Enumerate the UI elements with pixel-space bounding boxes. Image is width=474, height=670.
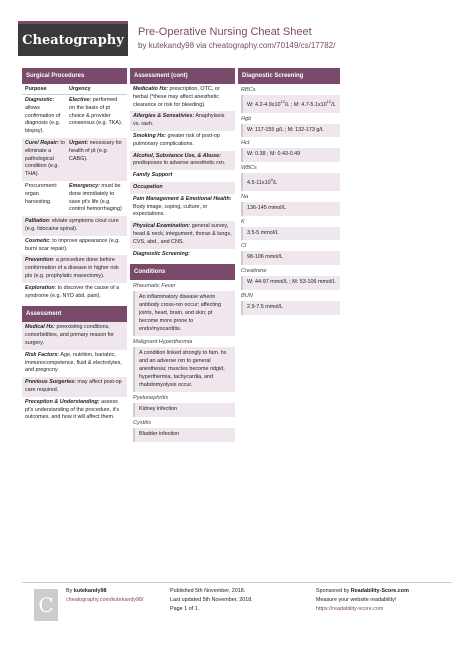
lab-value: 3.5-5 mmol/L — [241, 227, 340, 241]
list-item: Allergies & Sensativies: Anaphylaxis vs. rash. — [130, 111, 235, 131]
condition-label: Cystitis — [133, 420, 152, 427]
author-link[interactable]: kutekandy98 — [148, 41, 195, 50]
surgical-procedures-section — [22, 68, 127, 302]
list-item: Palliation: elviate symptoms c/out cure (e.g. lidocaine spinal). — [22, 216, 127, 236]
section-heading: Diagnostic Screening — [238, 68, 340, 84]
list-item: Physical Examination: general survey, head & neck, integument, thorax & lungs, CVS, abd., and CNS. — [130, 221, 235, 248]
published-date: Published 5th November, 2018. — [170, 588, 246, 594]
condition-label: Rheumatic Fever — [133, 283, 176, 290]
condition-desc: Bladder infection — [133, 428, 235, 442]
list-item: Alcohol, Substance Use, & Abuse: predisposes to adverse anesthetic rxn. — [130, 151, 235, 171]
table-row: Procurement: organ harvesting. Emergency: must be done immdiately to save pt's life (e.g. control hemorrhaging) — [25, 182, 122, 213]
assessment-section — [22, 306, 127, 424]
sponsor-link[interactable]: https://readability-score.com — [316, 606, 384, 612]
cheatography-logo[interactable]: Cheatography — [18, 24, 128, 56]
table-row: Diagnostic: allows confirmation of diagnosis (e.g. biopsy). Elective: performed on the basis of pt choice & provider consensus (e.g. TKA). — [25, 97, 123, 135]
lab-value: W: 44-97 mmol/L ; M: 53-106 mmol/L — [241, 276, 340, 290]
condition-label: Pyelonephritis — [133, 395, 169, 402]
diagnostic-screening-section — [238, 68, 340, 315]
lab-label: Na — [241, 193, 249, 200]
lab-value: W: 0.38 ; M: 0.43-0.49 — [241, 148, 340, 162]
column-2 — [130, 68, 235, 446]
section-heading: Assessment (cont) — [130, 68, 235, 84]
list-item: Risk Factors: Age, nutrition, bariatric, immunocompetence, fluid & electrolytes, and pregncny — [25, 351, 122, 374]
list-item: Medical Hx: preexisting conditions, comorbidities, and primary reason for surgery. — [22, 322, 127, 349]
lab-label: WBCs — [241, 165, 257, 172]
lab-label: Cl — [241, 243, 247, 250]
column-3 — [238, 68, 340, 319]
footer — [22, 582, 452, 622]
list-item: Medicatio Hx: prescription, OTC, or herbal (*these may affect anesthetic clearance or risk for bleeding). — [133, 86, 220, 108]
section-heading: Conditions — [130, 264, 235, 280]
column-1 — [22, 68, 127, 428]
list-item: Family Support — [133, 172, 173, 179]
section-heading: Surgical Procedures — [22, 68, 127, 84]
list-item: Preception & Understanding: assess pt's understanding of the procedure, it's outcomes, and how it will affect them. — [25, 398, 120, 421]
lab-label: Hgb — [241, 115, 252, 122]
condition-desc: An inflammatory disease wherin antibody cross-rxn occur; affecting joints, heart, brain, and skin; pt become more prone to endo/myocarditis. — [133, 291, 235, 336]
sheet-url-link[interactable]: cheatography.com/70149/cs/17782/ — [208, 41, 336, 50]
footer-author: By kutekandy98 cheatography.com/kutekandy98/ — [66, 588, 144, 603]
conditions-section — [130, 264, 235, 442]
list-item: Pain Management & Emotional Health: Body image, coping, culture, or expectations. — [133, 195, 232, 218]
lab-value: 2.9-7.5 mmol/L — [241, 301, 340, 315]
header — [0, 0, 474, 66]
list-item: Prevention: a procedure done before conformation of a disease in higher risk pts (e.g. prophylatic masectomy). — [22, 255, 127, 282]
updated-date: Last updated 5th November, 2018. — [170, 597, 253, 603]
lab-value: $4.5-11x10^9/L$ — [241, 173, 340, 191]
sponsor-desc: Measure your website readability! — [316, 597, 397, 603]
list-item: Smoking Hx: greater risk of post-op pulmonary complications. — [133, 132, 220, 147]
assessment-cont-section — [130, 68, 235, 260]
page-title: Pre-Operative Nursing Cheat Sheet — [138, 26, 312, 38]
footer-author-name[interactable]: kutekandy98 — [73, 588, 107, 594]
lab-label: BUN — [241, 292, 253, 299]
list-item: Diagnostic Screening: — [133, 250, 190, 257]
list-item: Exploration: to discover the cause of a syndrome (e.g. NYD abd. pain). — [25, 284, 120, 299]
table-header: Purpose Urgency — [22, 84, 127, 95]
footer-author-link[interactable]: cheatography.com/kutekandy98/ — [66, 597, 144, 603]
table-row: Cure/ Repair: to eliminate a pathological condition (e.g. THA). Urgent: necessary for health of pt (e.g. CABG). — [22, 138, 127, 181]
lab-value: 98-106 mmol/L — [241, 251, 340, 265]
list-item: Occupation — [130, 182, 235, 194]
sponsor-name[interactable]: Readability-Score.com — [350, 588, 409, 594]
list-item: Cosmetic: to improve appearance (e.g. burn/ scar repair). — [25, 237, 120, 252]
lab-label: Hct — [241, 140, 250, 147]
list-item: Previous Surgeries: may affect post-op care required. — [22, 377, 127, 397]
section-heading: Assessment — [22, 306, 127, 322]
condition-label: Malignant Hyperthermia — [133, 339, 193, 346]
author-avatar[interactable]: C — [34, 589, 58, 621]
footer-sponsor: Sponsored by Readability-Score.com Measure your website readability! https://readability-score.com — [316, 588, 409, 612]
condition-desc: A condition linked strongly to fam. hx and an adverse rxn to general anesthesia; muscles become ridgid, hyperthermia, tachycardia, and rhabdomyolysis occur. — [133, 347, 235, 392]
lab-label: K — [241, 218, 245, 225]
lab-value: W: 117-155 g/L ; M: 132-173 g/L — [241, 124, 340, 138]
page-count: Page 1 of 1. — [170, 606, 200, 612]
condition-desc: Kidney infection — [133, 403, 235, 417]
lab-label: RBCs — [241, 87, 256, 93]
lab-label: Creatinine — [241, 268, 267, 275]
byline: by kutekandy98 via cheatography.com/70149/cs/17782/ — [138, 41, 336, 50]
lab-value: 136-145 mmol/L — [241, 202, 340, 216]
lab-value: W: $4.2-4.9x10^{12}/L$ ; M: $4.7-5.1x10^{12}/L$ — [241, 95, 340, 113]
footer-dates — [170, 587, 253, 614]
